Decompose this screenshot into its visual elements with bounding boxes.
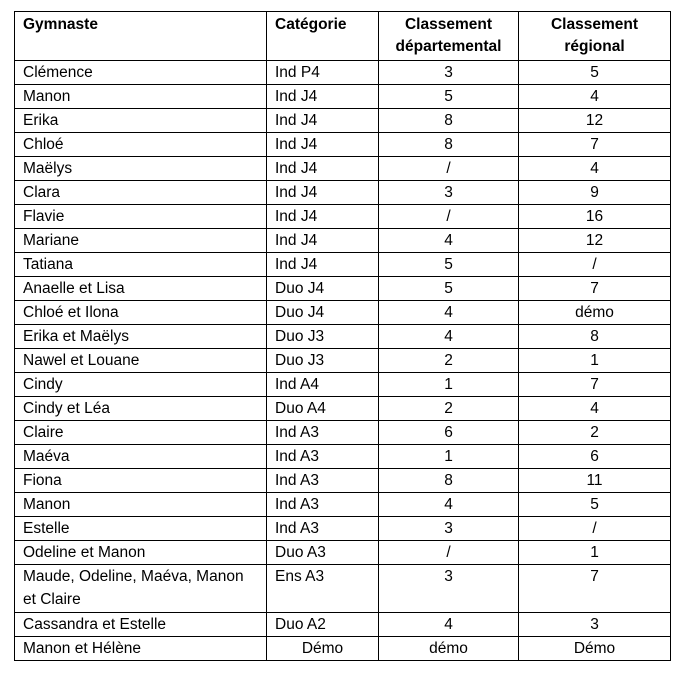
cell-classement-departemental: /: [379, 205, 519, 229]
cell-classement-regional: 7: [519, 133, 671, 157]
cell-classement-departemental: 5: [379, 253, 519, 277]
cell-gymnaste: Cindy et Léa: [15, 397, 267, 421]
cell-classement-departemental: 4: [379, 229, 519, 253]
cell-categorie: Démo: [267, 637, 379, 661]
cell-classement-regional: 9: [519, 181, 671, 205]
table-row: [15, 205, 671, 229]
cell-categorie: Ind A4: [267, 373, 379, 397]
cell-classement-regional: 6: [519, 445, 671, 469]
cell-classement-regional: 4: [519, 157, 671, 181]
cell-classement-departemental: 2: [379, 397, 519, 421]
cell-classement-departemental: 4: [379, 325, 519, 349]
cell-gymnaste: Maëlys: [15, 157, 267, 181]
table-row: [15, 181, 671, 205]
cell-classement-departemental: 5: [379, 277, 519, 301]
cell-categorie: Duo J4: [267, 301, 379, 325]
table-row: [15, 253, 671, 277]
table-row: [15, 157, 671, 181]
cell-categorie: Ind A3: [267, 421, 379, 445]
cell-gymnaste: Cassandra et Estelle: [15, 613, 267, 637]
cell-classement-departemental: 4: [379, 301, 519, 325]
cell-categorie: Ind J4: [267, 253, 379, 277]
header-row: [15, 12, 671, 61]
cell-gymnaste: Clara: [15, 181, 267, 205]
cell-classement-regional: 5: [519, 493, 671, 517]
table-row: [15, 469, 671, 493]
cell-classement-departemental: 4: [379, 493, 519, 517]
cell-categorie: Ind A3: [267, 493, 379, 517]
table-row: [15, 445, 671, 469]
cell-classement-regional: 4: [519, 397, 671, 421]
table-row: [15, 397, 671, 421]
cell-classement-regional: 12: [519, 229, 671, 253]
cell-classement-departemental: /: [379, 541, 519, 565]
cell-categorie: Ind J4: [267, 181, 379, 205]
table-body: [15, 61, 671, 661]
table-row: [15, 325, 671, 349]
cell-gymnaste: Clémence: [15, 61, 267, 85]
cell-classement-regional: /: [519, 517, 671, 541]
table-row: [15, 373, 671, 397]
cell-classement-regional: 7: [519, 277, 671, 301]
cell-categorie: Ind J4: [267, 205, 379, 229]
cell-classement-regional: /: [519, 253, 671, 277]
cell-categorie: Ind J4: [267, 85, 379, 109]
cell-classement-departemental: 3: [379, 517, 519, 541]
cell-gymnaste: Maéva: [15, 445, 267, 469]
cell-classement-departemental: 2: [379, 349, 519, 373]
header-gymnaste: Gymnaste: [15, 12, 267, 61]
results-table: [14, 11, 671, 661]
cell-gymnaste: Erika: [15, 109, 267, 133]
cell-gymnaste: Chloé: [15, 133, 267, 157]
cell-gymnaste: Tatiana: [15, 253, 267, 277]
cell-categorie: Ind J4: [267, 133, 379, 157]
cell-classement-regional: 16: [519, 205, 671, 229]
cell-gymnaste: Mariane: [15, 229, 267, 253]
cell-classement-departemental: 6: [379, 421, 519, 445]
table-row: [15, 565, 671, 613]
cell-classement-departemental: 1: [379, 373, 519, 397]
table-row: [15, 541, 671, 565]
table-row: [15, 493, 671, 517]
table-row: [15, 349, 671, 373]
cell-classement-departemental: 8: [379, 469, 519, 493]
cell-categorie: Duo J3: [267, 325, 379, 349]
cell-gymnaste: Manon et Hélène: [15, 637, 267, 661]
cell-categorie: Ind A3: [267, 469, 379, 493]
cell-gymnaste: Chloé et Ilona: [15, 301, 267, 325]
cell-categorie: Duo A4: [267, 397, 379, 421]
cell-classement-departemental: démo: [379, 637, 519, 661]
cell-categorie: Ind A3: [267, 517, 379, 541]
cell-classement-departemental: 5: [379, 85, 519, 109]
cell-gymnaste: Flavie: [15, 205, 267, 229]
cell-classement-regional: 11: [519, 469, 671, 493]
cell-classement-regional: 7: [519, 373, 671, 397]
cell-categorie: Ind J4: [267, 157, 379, 181]
cell-categorie: Ind A3: [267, 445, 379, 469]
cell-gymnaste: Fiona: [15, 469, 267, 493]
cell-classement-departemental: 4: [379, 613, 519, 637]
header-classement-departemental: Classement départemental: [379, 12, 519, 61]
table-row: [15, 85, 671, 109]
cell-gymnaste: Claire: [15, 421, 267, 445]
cell-gymnaste: Cindy: [15, 373, 267, 397]
cell-gymnaste: Erika et Maëlys: [15, 325, 267, 349]
cell-categorie: Duo J4: [267, 277, 379, 301]
cell-classement-regional: 1: [519, 541, 671, 565]
cell-classement-departemental: 1: [379, 445, 519, 469]
cell-classement-departemental: /: [379, 157, 519, 181]
cell-categorie: Ind P4: [267, 61, 379, 85]
table-row: [15, 277, 671, 301]
cell-classement-departemental: 3: [379, 61, 519, 85]
header-categorie: Catégorie: [267, 12, 379, 61]
cell-classement-regional: 8: [519, 325, 671, 349]
table-row: [15, 301, 671, 325]
cell-classement-regional: 4: [519, 85, 671, 109]
cell-classement-regional: Démo: [519, 637, 671, 661]
cell-classement-regional: 2: [519, 421, 671, 445]
cell-gymnaste: Estelle: [15, 517, 267, 541]
cell-categorie: Ind J4: [267, 109, 379, 133]
table-row: [15, 133, 671, 157]
table-row: [15, 421, 671, 445]
table-row: [15, 229, 671, 253]
cell-categorie: Ens A3: [267, 565, 379, 613]
cell-classement-departemental: 3: [379, 181, 519, 205]
cell-gymnaste: Anaelle et Lisa: [15, 277, 267, 301]
cell-gymnaste: Maude, Odeline, Maéva, Manon et Claire: [15, 565, 267, 613]
cell-classement-regional: 5: [519, 61, 671, 85]
table-row: [15, 109, 671, 133]
cell-categorie: Duo A3: [267, 541, 379, 565]
cell-classement-regional: démo: [519, 301, 671, 325]
table-row: [15, 613, 671, 637]
table-row: [15, 637, 671, 661]
cell-gymnaste: Manon: [15, 85, 267, 109]
cell-classement-departemental: 8: [379, 109, 519, 133]
cell-classement-departemental: 3: [379, 565, 519, 613]
cell-classement-regional: 7: [519, 565, 671, 613]
cell-classement-departemental: 8: [379, 133, 519, 157]
cell-gymnaste: Manon: [15, 493, 267, 517]
header-classement-regional: Classement régional: [519, 12, 671, 61]
cell-categorie: Duo A2: [267, 613, 379, 637]
table-row: [15, 517, 671, 541]
cell-classement-regional: 12: [519, 109, 671, 133]
table-row: [15, 61, 671, 85]
cell-gymnaste: Nawel et Louane: [15, 349, 267, 373]
cell-classement-regional: 3: [519, 613, 671, 637]
cell-gymnaste: Odeline et Manon: [15, 541, 267, 565]
cell-classement-regional: 1: [519, 349, 671, 373]
cell-categorie: Duo J3: [267, 349, 379, 373]
cell-categorie: Ind J4: [267, 229, 379, 253]
